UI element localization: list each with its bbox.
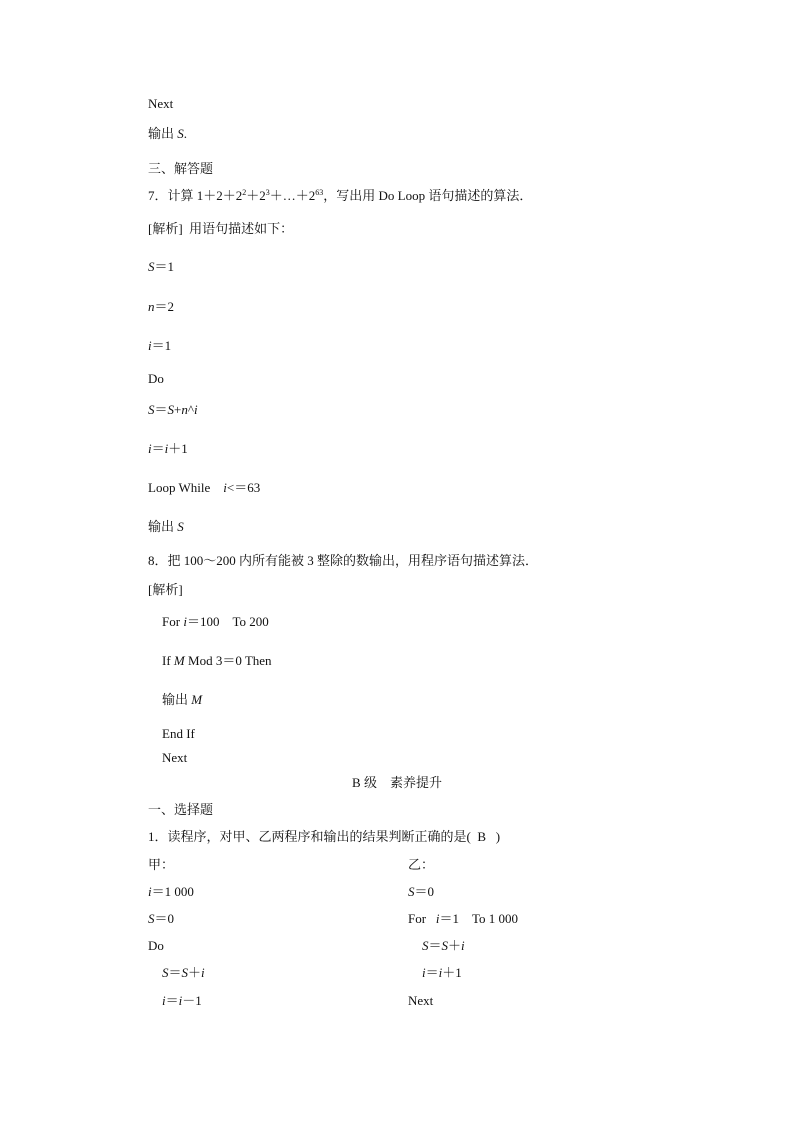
answer-choice: B [477,829,487,844]
code-line: S＝0 [408,884,435,899]
question-7-text: 7．计算 $1+2+2^2+2^3+\dots+2^{63}$，写出用 Do Loop 语句描述的算法． [148,188,533,203]
code-line: S＝S＋i [422,938,465,953]
level-b-title: B 级 素养提升 [352,775,442,790]
code-line: i＝1 000 [148,884,194,899]
output-line: 输出 M [162,692,203,707]
code-line: Do [148,371,164,386]
question-8-text: 8．把 100～200 内所有能被 3 整除的数输出，用程序语句描述算法． [148,553,539,568]
code-line: S＝S+n^i [148,402,198,417]
code-line: If M Mod 3＝0 Then [162,653,272,668]
code-line: S＝0 [148,911,175,926]
program-jia-label: 甲： [148,857,175,872]
output-line: 输出 S [148,519,184,534]
code-line: n＝2 [148,299,175,314]
program-yi-label: 乙： [408,857,435,872]
section-heading-choice: 一、选择题 [148,802,214,817]
code-line: i＝i－1 [162,993,202,1008]
code-line: Loop While i<＝63 [148,480,261,495]
code-line: i＝i＋1 [148,441,188,456]
code-line: Next [162,750,188,765]
question-8-answer-label: [解析] [148,582,183,597]
code-line: Do [148,938,164,953]
code-line: S＝1 [148,259,175,274]
code-line: End If [162,726,195,741]
question-1-text: 1．读程序，对甲、乙两程序和输出的结果判断正确的是( B ) [148,829,501,844]
code-line: For i＝100 To 200 [162,614,269,629]
code-line: For i＝1 To 1 000 [408,911,518,926]
code-line: i＝1 [148,338,172,353]
code-line: Next [408,993,434,1008]
section-heading-answers: 三、解答题 [148,161,214,176]
question-7-answer-intro: [解析] 用语句描述如下： [148,221,294,236]
output-line: 输出 S. [148,126,188,141]
code-line: S＝S＋i [162,965,205,980]
code-line: i＝i＋1 [422,965,462,980]
code-next-line: Next [148,96,174,111]
